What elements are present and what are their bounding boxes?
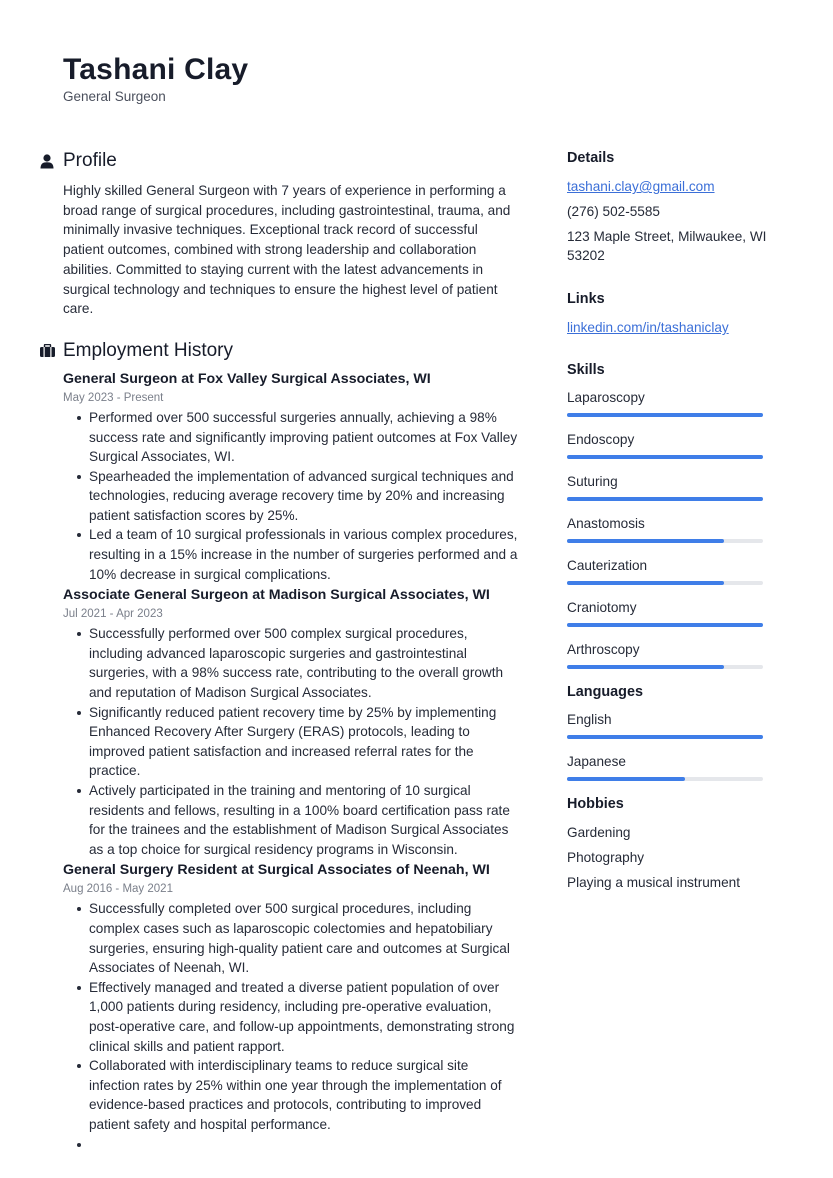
skill-level-bar bbox=[567, 581, 763, 585]
hobbies-list bbox=[567, 823, 767, 892]
job-bullet: Significantly reduced patient recovery time by 25% by implementing Enhanced Recovery After Surgery (ERAS) protocols, leading to improved patient satisfaction and increased referral rates for the practice. bbox=[63, 703, 520, 781]
candidate-title: General Surgeon bbox=[63, 89, 166, 104]
section-title: Profile bbox=[63, 150, 117, 171]
skill-name: Arthroscopy bbox=[567, 642, 640, 657]
skill-level-bar bbox=[567, 497, 763, 501]
section-title: Employment History bbox=[63, 339, 233, 361]
job-bullet: Effectively managed and treated a diverse patient population of over 1,000 patients during residency, including pre-operative evaluation, post-operative care, and follow-up appointments, demonstrating strong clinical skills and patient rapport. bbox=[63, 978, 520, 1056]
job-bullets bbox=[63, 899, 520, 1154]
job-entry bbox=[63, 860, 520, 1154]
language-name: Japanese bbox=[567, 754, 626, 769]
job-bullet: Led a team of 10 surgical professionals in various complex procedures, resulting in a 15% increase in the number of surgeries performed and a 10% decrease in surgical complications. bbox=[63, 525, 520, 584]
job-bullet: Successfully completed over 500 surgical procedures, including complex cases such as laparoscopic colectomies and hepatobiliary surgeries, ensuring high-quality patient care and outcomes at Surgical Associates of Neenah, WI. bbox=[63, 899, 520, 977]
job-bullet: Spearheaded the implementation of advanced surgical techniques and technologies, reducing average recovery time by 20% and increasing patient satisfaction scores by 25%. bbox=[63, 467, 520, 526]
skill-name: Suturing bbox=[567, 474, 618, 489]
skill-level-bar bbox=[567, 413, 763, 417]
language-level-fill bbox=[567, 735, 763, 739]
job-bullet: Actively participated in the training and mentoring of 10 surgical residents and fellows, resulting in a 100% board certification pass rate for the trainees and the establishment of Madison Surgical Associates as a top choice for surgical residency programs in Wisconsin. bbox=[63, 781, 520, 859]
job-dates: Jul 2021 - Apr 2023 bbox=[63, 608, 163, 621]
sidebar bbox=[567, 148, 767, 892]
language-level-bar bbox=[567, 777, 763, 781]
skill-level-fill bbox=[567, 539, 724, 543]
skill-name: Laparoscopy bbox=[567, 390, 645, 405]
skill-level-fill bbox=[567, 455, 763, 459]
job-bullet: Successfully performed over 500 complex surgical procedures, including advanced laparoscopic surgeries and gastrointestinal surgeries, with a 98% success rate, contributing to the overall growth and reputation of Madison Surgical Associates. bbox=[63, 624, 520, 702]
job-entry bbox=[63, 585, 520, 859]
job-title: General Surgery Resident at Surgical Associates of Neenah, WI bbox=[63, 862, 490, 879]
skill-name: Anastomosis bbox=[567, 516, 645, 531]
skill-level-bar bbox=[567, 539, 763, 543]
employment-heading bbox=[40, 338, 520, 364]
skill-level-fill bbox=[567, 497, 763, 501]
phone-text: (276) 502-5585 bbox=[567, 204, 660, 219]
languages-heading: Languages bbox=[567, 684, 643, 700]
candidate-name: Tashani Clay bbox=[63, 53, 249, 86]
skill-level-bar bbox=[567, 623, 763, 627]
person-icon bbox=[40, 154, 63, 169]
job-dates: Aug 2016 - May 2021 bbox=[63, 883, 173, 896]
links-heading: Links bbox=[567, 291, 605, 307]
job-bullet: Performed over 500 successful surgeries annually, achieving a 98% success rate and significantly improving patient outcomes at Fox Valley Surgical Associates, WI. bbox=[63, 408, 520, 467]
job-dates: May 2023 - Present bbox=[63, 391, 164, 404]
skills-list bbox=[567, 388, 767, 669]
email-link[interactable]: tashani.clay@gmail.com bbox=[567, 179, 715, 194]
skill-name: Endoscopy bbox=[567, 432, 635, 447]
skill-name: Craniotomy bbox=[567, 600, 637, 615]
language-level-fill bbox=[567, 777, 685, 781]
linkedin-link[interactable]: linkedin.com/in/tashaniclay bbox=[567, 320, 729, 335]
job-title: Associate General Surgeon at Madison Surgical Associates, WI bbox=[63, 587, 490, 604]
skills-heading: Skills bbox=[567, 362, 605, 378]
profile-summary: Highly skilled General Surgeon with 7 years of experience in performing a broad range of surgical procedures, including gastrointestinal, trauma, and minimally invasive techniques. Exceptional track record of successful patient outcomes, combined with strong leadership and collaboration abilities. Committed to staying current with the latest advancements in surgical technology and techniques to ensure the highest level of patient care. bbox=[63, 183, 511, 317]
skill-level-fill bbox=[567, 413, 763, 417]
main-column bbox=[40, 148, 520, 1154]
languages-list bbox=[567, 710, 767, 781]
skill-level-bar bbox=[567, 665, 763, 669]
email-row bbox=[567, 177, 767, 196]
skill-level-bar bbox=[567, 455, 763, 459]
job-bullet-empty bbox=[63, 1135, 520, 1155]
skill-level-fill bbox=[567, 623, 763, 627]
profile-heading bbox=[40, 148, 520, 174]
address-text: 123 Maple Street, Milwaukee, WI 53202 bbox=[567, 229, 767, 263]
hobby-item: Playing a musical instrument bbox=[567, 875, 741, 890]
language-level-bar bbox=[567, 735, 763, 739]
linkedin-row bbox=[567, 318, 767, 337]
details-heading: Details bbox=[567, 150, 615, 166]
job-bullets bbox=[63, 624, 520, 859]
job-title: General Surgeon at Fox Valley Surgical Associates, WI bbox=[63, 370, 431, 387]
skill-level-fill bbox=[567, 665, 724, 669]
hobbies-heading: Hobbies bbox=[567, 796, 624, 812]
job-bullets bbox=[63, 408, 520, 584]
skill-level-fill bbox=[567, 581, 724, 585]
skill-name: Cauterization bbox=[567, 558, 648, 573]
hobby-item: Photography bbox=[567, 850, 645, 865]
briefcase-icon bbox=[40, 344, 63, 357]
hobby-item: Gardening bbox=[567, 825, 631, 840]
job-entry bbox=[63, 369, 520, 584]
job-bullet: Collaborated with interdisciplinary teams to reduce surgical site infection rates by 25% within one year through the implementation of evidence-based practices and protocols, contributing to improved patient safety and hospital performance. bbox=[63, 1056, 520, 1134]
resume-header bbox=[63, 52, 248, 106]
language-name: English bbox=[567, 712, 612, 727]
